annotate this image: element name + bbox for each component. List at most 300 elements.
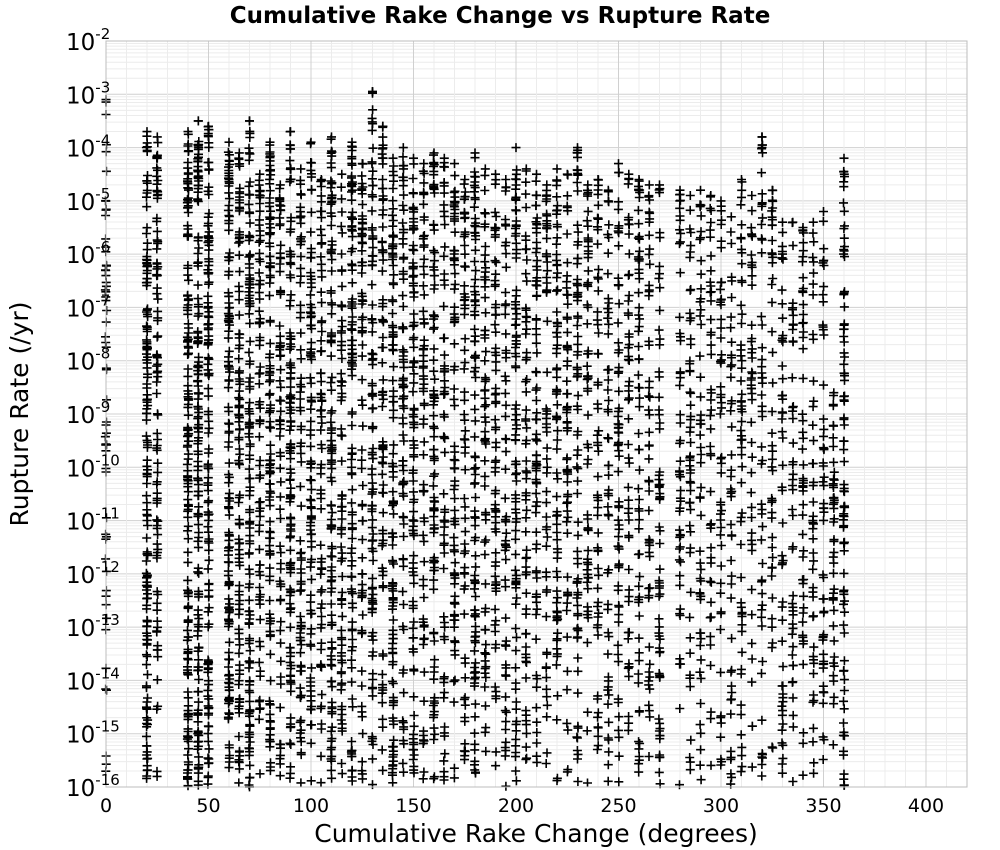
data-point [419, 593, 428, 602]
data-point [460, 746, 469, 755]
data-point [306, 405, 315, 414]
data-point [593, 511, 602, 520]
data-point [358, 570, 367, 579]
data-point [686, 241, 695, 250]
data-point [645, 377, 654, 386]
data-point [461, 514, 470, 523]
data-point [686, 286, 695, 295]
data-point [635, 394, 644, 403]
data-point [286, 383, 295, 392]
data-point [246, 658, 255, 667]
data-point [511, 741, 520, 750]
data-point [717, 315, 726, 324]
data-point [491, 399, 500, 408]
data-point [388, 649, 397, 658]
data-point [153, 295, 162, 304]
data-point [748, 271, 757, 280]
data-point [625, 394, 634, 403]
data-point [757, 234, 766, 243]
data-point [245, 550, 254, 559]
data-point [419, 281, 428, 290]
data-point [522, 203, 531, 212]
data-point [655, 283, 664, 292]
data-point [358, 500, 367, 509]
data-point [676, 472, 685, 481]
data-point [522, 658, 531, 667]
data-point [451, 558, 460, 567]
data-point [194, 528, 203, 537]
data-point [234, 393, 243, 402]
data-point [573, 171, 582, 180]
data-point [552, 308, 561, 317]
data-point [388, 295, 397, 304]
data-point [492, 212, 501, 221]
data-point [707, 543, 716, 552]
data-point [399, 688, 408, 697]
data-point [450, 592, 459, 601]
data-point [604, 320, 613, 329]
data-point [604, 700, 613, 709]
data-point [265, 596, 274, 605]
data-point [204, 737, 213, 746]
data-point [409, 154, 418, 163]
data-point [706, 191, 715, 200]
data-point [286, 127, 295, 136]
data-point [768, 298, 777, 307]
data-point [562, 377, 571, 386]
data-point [347, 544, 356, 553]
data-point [604, 718, 613, 727]
data-point [286, 417, 295, 426]
data-point [471, 373, 480, 382]
data-point [327, 709, 336, 718]
data-point [378, 745, 387, 754]
data-point [419, 159, 428, 168]
data-point [553, 593, 562, 602]
data-point [255, 207, 264, 216]
data-point [707, 287, 716, 296]
data-point [142, 229, 151, 238]
data-point [563, 507, 572, 516]
data-point [276, 383, 285, 392]
data-point [337, 667, 346, 676]
data-point [379, 508, 388, 517]
data-point [593, 307, 602, 316]
data-point [286, 713, 295, 722]
data-point [532, 291, 541, 300]
data-point [562, 517, 571, 526]
data-point [573, 464, 582, 473]
data-point [502, 708, 511, 717]
data-point [573, 611, 582, 620]
data-point [542, 568, 551, 577]
data-point [552, 240, 561, 249]
data-point [573, 489, 582, 498]
data-point [676, 542, 685, 551]
data-point [389, 398, 398, 407]
data-point [747, 438, 756, 447]
data-point [624, 712, 633, 721]
data-point [695, 668, 704, 677]
data-point [296, 778, 305, 787]
data-point [603, 314, 612, 323]
data-point [686, 736, 695, 745]
data-point [757, 669, 766, 678]
data-point [368, 192, 377, 201]
data-point [450, 401, 459, 410]
data-point [328, 682, 337, 691]
data-point [532, 451, 541, 460]
data-point [246, 219, 255, 228]
data-point [511, 624, 520, 633]
data-point [675, 780, 684, 789]
data-point [707, 559, 716, 568]
data-point [296, 329, 305, 338]
data-point [368, 157, 377, 166]
data-point [347, 213, 356, 222]
data-point [266, 339, 275, 348]
data-point [368, 470, 377, 479]
data-point [296, 684, 305, 693]
data-point [450, 171, 459, 180]
data-point [306, 495, 315, 504]
data-point [337, 596, 346, 605]
data-point [757, 442, 766, 451]
data-point [696, 720, 705, 729]
data-point [634, 342, 643, 351]
data-point [348, 766, 357, 775]
data-point [583, 180, 592, 189]
data-point [409, 618, 418, 627]
data-point [347, 159, 356, 168]
data-point [450, 442, 459, 451]
data-point [471, 332, 480, 341]
data-point [450, 646, 459, 655]
data-point [337, 633, 346, 642]
data-point [378, 267, 387, 276]
data-point [757, 613, 766, 622]
data-point [398, 345, 407, 354]
data-point [635, 507, 644, 516]
data-point [204, 722, 213, 731]
data-point [184, 603, 193, 612]
data-point [317, 504, 326, 513]
data-point [225, 194, 234, 203]
data-point [398, 759, 407, 768]
data-point [634, 234, 643, 243]
data-point [532, 752, 541, 761]
data-point [768, 197, 777, 206]
data-point [634, 206, 643, 215]
data-point [358, 580, 367, 589]
data-point [552, 192, 561, 201]
data-point [409, 558, 418, 567]
data-point [604, 186, 613, 195]
data-point [245, 319, 254, 328]
data-point [624, 496, 633, 505]
data-point [522, 277, 531, 286]
data-point [429, 325, 438, 334]
data-point [645, 393, 654, 402]
data-point [440, 530, 449, 539]
data-point [521, 330, 530, 339]
data-point [225, 303, 234, 312]
data-point [686, 765, 695, 774]
data-point [491, 443, 500, 452]
data-point [286, 373, 295, 382]
data-point [737, 319, 746, 328]
data-point [317, 175, 326, 184]
data-point [142, 683, 151, 692]
data-point [758, 589, 767, 598]
data-point [512, 633, 521, 642]
data-point [573, 363, 582, 372]
data-point [296, 272, 305, 281]
data-point [675, 239, 684, 248]
data-point [440, 154, 449, 163]
data-point [224, 504, 233, 513]
data-point [768, 623, 777, 632]
data-point [409, 378, 418, 387]
data-point [594, 426, 603, 435]
data-point [358, 159, 367, 168]
data-point [635, 612, 644, 621]
data-point [543, 463, 552, 472]
data-point [388, 376, 397, 385]
data-point [317, 720, 326, 729]
data-point [399, 143, 408, 152]
data-point [655, 565, 664, 574]
data-point [727, 239, 736, 248]
data-point [255, 170, 264, 179]
data-point [255, 199, 264, 208]
data-point [655, 326, 664, 335]
data-point [388, 196, 397, 205]
data-point [655, 539, 664, 548]
data-point [306, 526, 315, 535]
data-point [481, 510, 490, 519]
data-point [256, 615, 265, 624]
data-point [614, 338, 623, 347]
data-point [307, 338, 316, 347]
data-point [675, 660, 684, 669]
data-point [471, 266, 480, 275]
data-point [634, 484, 643, 493]
data-point [194, 606, 203, 615]
data-point [522, 317, 531, 326]
data-point [737, 743, 746, 752]
data-point [727, 520, 736, 529]
data-point [461, 547, 470, 556]
data-point [379, 583, 388, 592]
data-point [758, 559, 767, 568]
data-point [420, 437, 429, 446]
data-point [583, 510, 592, 519]
data-point [563, 170, 572, 179]
data-point [409, 665, 418, 674]
data-point [747, 488, 756, 497]
data-point [686, 478, 695, 487]
data-point [758, 505, 767, 514]
data-point [369, 530, 378, 539]
data-point [645, 548, 654, 557]
data-point [625, 270, 634, 279]
data-point [552, 715, 561, 724]
data-point [716, 410, 725, 419]
data-point [338, 228, 347, 237]
data-point [757, 220, 766, 229]
data-point [460, 250, 469, 259]
data-point [316, 662, 325, 671]
data-point [358, 774, 367, 783]
data-point [747, 536, 756, 545]
data-point [593, 431, 602, 440]
data-point [614, 712, 623, 721]
data-point [635, 383, 644, 392]
data-point [430, 248, 439, 257]
data-point [748, 722, 757, 731]
data-point [655, 233, 664, 242]
data-point [604, 734, 613, 743]
data-point [716, 382, 725, 391]
data-point [573, 477, 582, 486]
data-point [235, 329, 244, 338]
data-point [481, 640, 490, 649]
data-point [614, 467, 623, 476]
data-point [747, 546, 756, 555]
data-point [686, 505, 695, 514]
data-point [152, 244, 161, 253]
data-point [296, 536, 305, 545]
data-point [153, 368, 162, 377]
data-point [635, 354, 644, 363]
data-point [143, 617, 152, 626]
data-point [142, 193, 151, 202]
data-point [296, 345, 305, 354]
data-point [378, 175, 387, 184]
data-point [152, 270, 161, 279]
data-point [152, 378, 161, 387]
data-point [317, 298, 326, 307]
data-point [573, 667, 582, 676]
data-point [142, 741, 151, 750]
data-point [471, 712, 480, 721]
data-point [593, 273, 602, 282]
data-point [481, 293, 490, 302]
data-point [686, 486, 695, 495]
data-point [553, 426, 562, 435]
data-point [471, 562, 480, 571]
data-point [604, 329, 613, 338]
data-point [193, 414, 202, 423]
data-point [522, 164, 531, 173]
data-point [644, 406, 653, 415]
data-point [337, 326, 346, 335]
data-point [327, 386, 336, 395]
data-point [491, 282, 500, 291]
data-point [142, 713, 151, 722]
data-point [449, 533, 458, 542]
data-point [737, 627, 746, 636]
data-point [552, 373, 561, 382]
data-point [245, 697, 254, 706]
data-point [296, 395, 305, 404]
data-point [707, 761, 716, 770]
data-point [388, 232, 397, 241]
data-point [389, 736, 398, 745]
data-point [317, 406, 326, 415]
data-point [625, 230, 634, 239]
data-point [717, 206, 726, 215]
data-point [430, 772, 439, 781]
data-point [204, 759, 213, 768]
data-point [399, 152, 408, 161]
data-point [501, 372, 510, 381]
data-point [697, 270, 706, 279]
data-point [276, 505, 285, 514]
data-point [266, 650, 275, 659]
data-point [676, 268, 685, 277]
data-point [245, 182, 254, 191]
data-point [603, 605, 612, 614]
data-point [471, 478, 480, 487]
data-point [563, 453, 572, 462]
data-point [440, 220, 449, 229]
data-point [255, 637, 264, 646]
data-point [143, 323, 152, 332]
data-point [501, 725, 510, 734]
data-point [584, 266, 593, 275]
data-point [256, 186, 265, 195]
data-point [604, 294, 613, 303]
data-point [408, 272, 417, 281]
data-point [368, 424, 377, 433]
data-point [317, 191, 326, 200]
data-point [306, 442, 315, 451]
data-point [624, 311, 633, 320]
data-point [460, 563, 469, 572]
data-point [644, 680, 653, 689]
data-point [204, 607, 213, 616]
data-point [737, 751, 746, 760]
data-point [327, 163, 336, 172]
data-point [634, 371, 643, 380]
data-point [480, 648, 489, 657]
data-point [655, 648, 664, 657]
data-point [645, 591, 654, 600]
data-point [286, 762, 295, 771]
data-point [419, 357, 428, 366]
data-point [235, 401, 244, 410]
data-point [409, 477, 418, 486]
data-point [552, 328, 561, 337]
data-point [594, 286, 603, 295]
data-point [706, 632, 715, 641]
data-point [378, 246, 387, 255]
data-point [471, 470, 480, 479]
data-point [408, 245, 417, 254]
data-point [450, 385, 459, 394]
data-point [327, 774, 336, 783]
data-point [563, 667, 572, 676]
data-point [737, 767, 746, 776]
data-point [717, 453, 726, 462]
data-point [727, 360, 736, 369]
data-point [573, 734, 582, 743]
data-point [697, 655, 706, 664]
data-point [717, 220, 726, 229]
data-point [584, 411, 593, 420]
